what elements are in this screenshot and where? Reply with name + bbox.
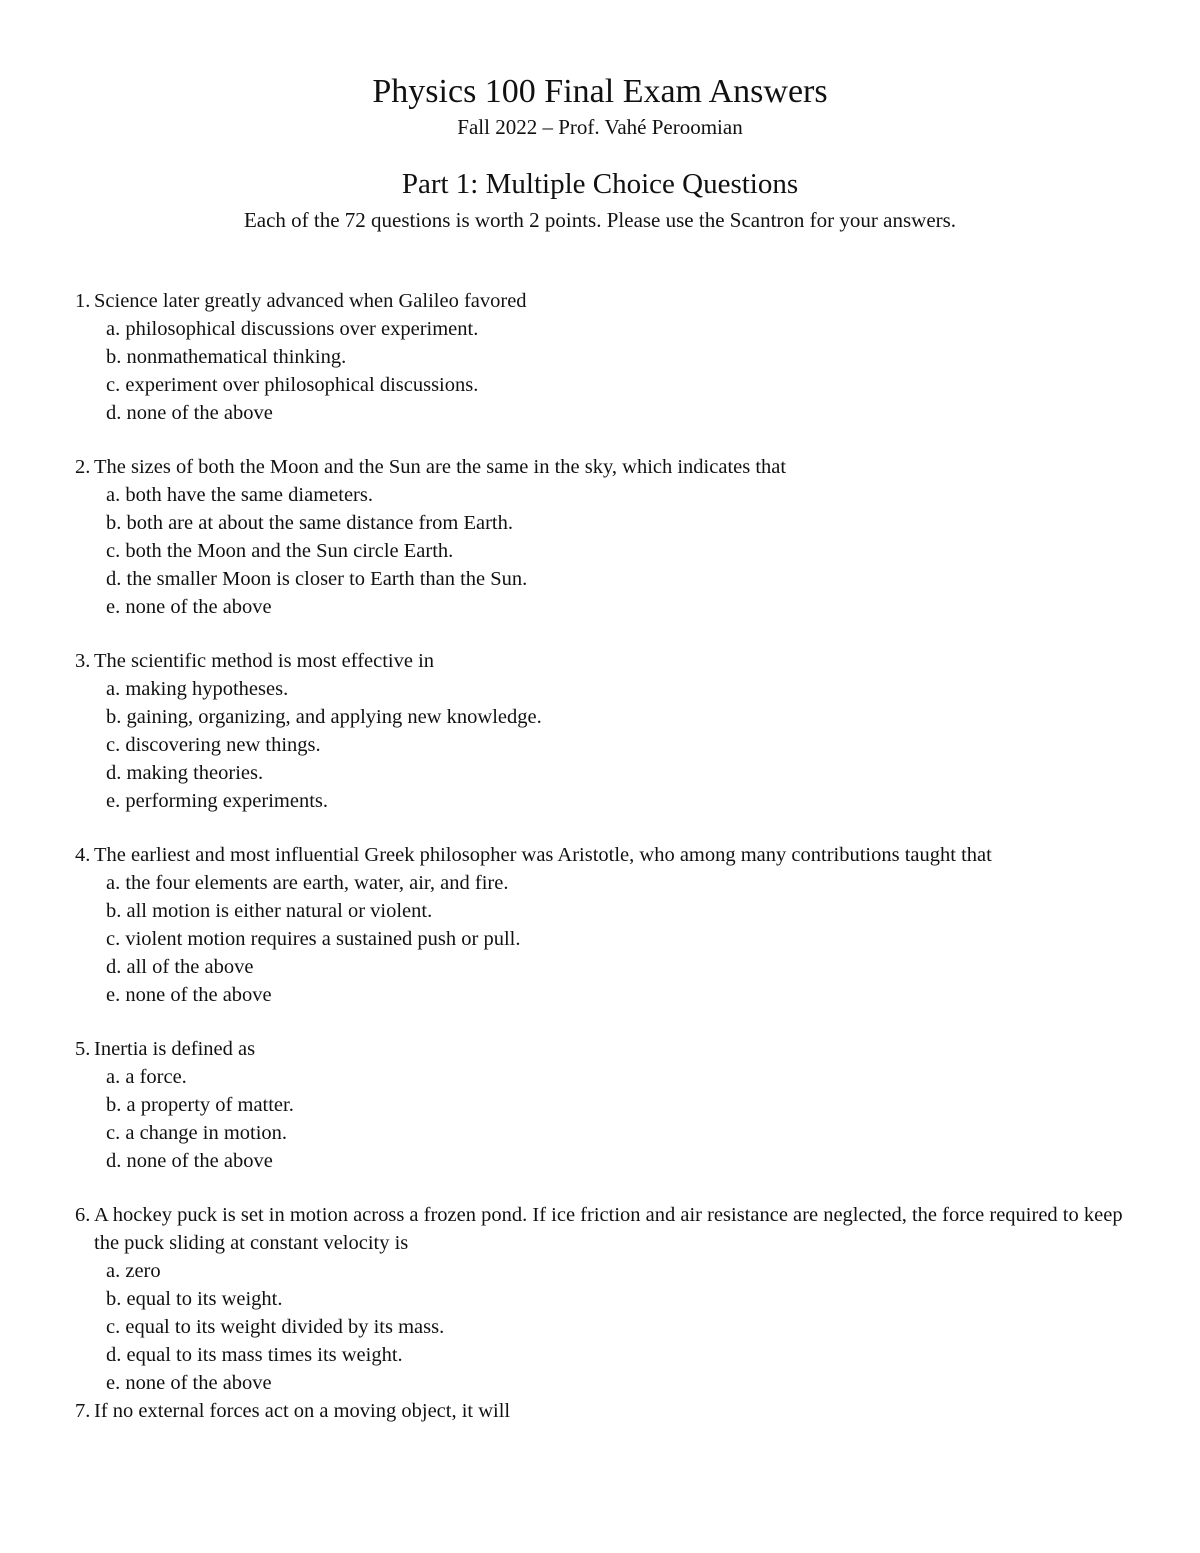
question-list [75,287,1135,1425]
question-text: A hockey puck is set in motion across a frozen pond. If ice friction and air resistance are neglected, the force required to keep the puck sliding at constant velocity is [94,1204,1123,1254]
answer-option: c. equal to its weight divided by its mass. [106,1316,445,1338]
question-2 [75,453,1135,621]
question-text: The scientific method is most effective in [94,650,435,672]
answer-option: b. equal to its weight. [106,1288,283,1310]
question-stem [75,841,1135,869]
question-stem [75,647,1135,675]
answer-option: b. nonmathematical thinking. [106,346,347,368]
question-number: 2. [75,456,91,478]
question-text: Inertia is defined as [94,1038,256,1060]
question-spacer [75,815,1135,841]
question-number: 7. [75,1400,91,1422]
answer-option: d. none of the above [106,402,273,424]
answer-option: d. making theories. [106,762,264,784]
question-number: 4. [75,844,91,866]
answer-option: a. a force. [106,1066,187,1088]
answer-option: a. both have the same diameters. [106,484,373,506]
answer-option: c. violent motion requires a sustained push or pull. [106,928,521,950]
answer-options [75,675,1135,815]
question-3 [75,647,1135,815]
question-spacer [75,427,1135,453]
question-number: 1. [75,290,91,312]
document-subtitle: Fall 2022 – Prof. Vahé Peroomian [457,115,743,139]
answer-option: a. the four elements are earth, water, air, and fire. [106,872,509,894]
question-spacer [75,1009,1135,1035]
answer-option: d. all of the above [106,956,254,978]
answer-option: a. zero [106,1260,161,1282]
answer-option: c. a change in motion. [106,1122,288,1144]
answer-option: d. equal to its mass times its weight. [106,1344,403,1366]
answer-option: b. a property of matter. [106,1094,294,1116]
answer-options [75,869,1135,1009]
question-stem [75,287,1135,315]
question-text: The earliest and most influential Greek philosopher was Aristotle, who among many contributions taught that [94,844,992,866]
answer-options [75,481,1135,621]
answer-option: a. philosophical discussions over experiment. [106,318,479,340]
answer-option: c. experiment over philosophical discussions. [106,374,479,396]
question-spacer [75,1175,1135,1201]
answer-option: e. none of the above [106,1372,272,1394]
question-1 [75,287,1135,427]
question-6 [75,1201,1135,1397]
question-stem [75,453,1135,481]
answer-option: c. both the Moon and the Sun circle Earth. [106,540,454,562]
answer-option: d. none of the above [106,1150,273,1172]
question-number: 6. [75,1204,91,1226]
question-text: If no external forces act on a moving object, it will [94,1400,511,1422]
answer-option: e. performing experiments. [106,790,329,812]
answer-option: e. none of the above [106,984,272,1006]
answer-option: e. none of the above [106,596,272,618]
part-heading: Part 1: Multiple Choice Questions [401,168,799,200]
question-text: The sizes of both the Moon and the Sun are the same in the sky, which indicates that [94,456,787,478]
question-number: 5. [75,1038,91,1060]
question-stem [75,1035,1135,1063]
question-spacer [75,621,1135,647]
document-title: Physics 100 Final Exam Answers [372,73,828,110]
question-5 [75,1035,1135,1175]
answer-option: c. discovering new things. [106,734,321,756]
answer-option: b. all motion is either natural or violent. [106,900,433,922]
answer-options [75,315,1135,427]
question-number: 3. [75,650,91,672]
answer-option: b. gaining, organizing, and applying new knowledge. [106,706,542,728]
answer-option: b. both are at about the same distance from Earth. [106,512,514,534]
answer-option: a. making hypotheses. [106,678,289,700]
answer-options [75,1063,1135,1175]
question-stem [75,1201,1135,1257]
answer-options [75,1257,1135,1397]
question-7 [75,1397,1135,1425]
question-text: Science later greatly advanced when Galileo favored [94,290,527,312]
answer-option: d. the smaller Moon is closer to Earth than the Sun. [106,568,528,590]
question-4 [75,841,1135,1009]
question-stem [75,1397,1135,1425]
instructions: Each of the 72 questions is worth 2 points. Please use the Scantron for your answers. [243,208,957,232]
